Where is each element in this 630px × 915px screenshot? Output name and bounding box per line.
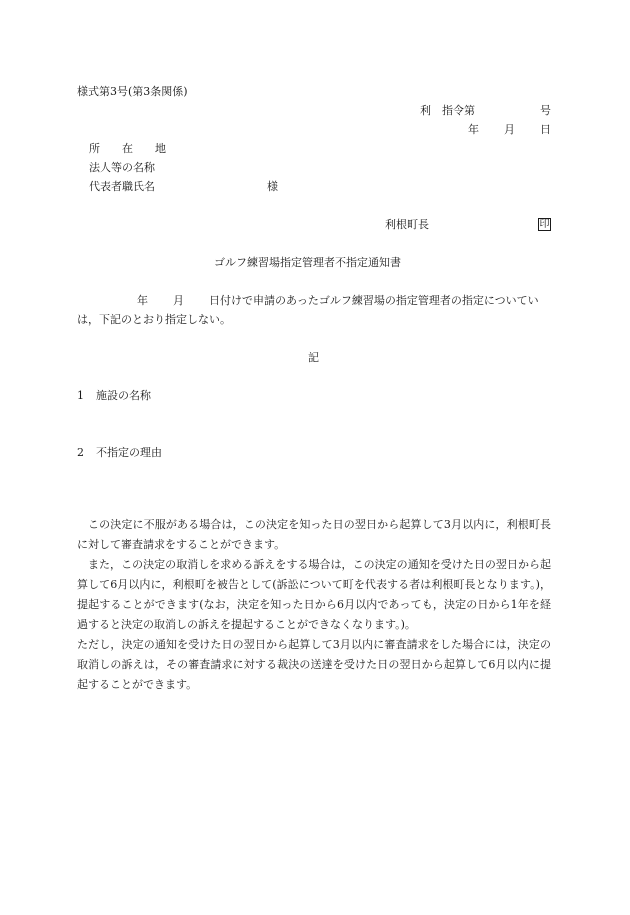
item-1-label: 施設の名称: [96, 389, 151, 402]
form-number: 様式第3号(第3条関係): [77, 85, 188, 98]
seal-mark: 印: [539, 219, 550, 230]
item-2-label: 不指定の理由: [96, 446, 162, 459]
notice-paragraph-1: この決定に不服がある場合は，この決定を知った日の翌日から起算して3月以内に，利根町長に対して審査請求をすることができます。: [77, 518, 551, 551]
body-year: 年: [137, 294, 148, 307]
doc-number-prefix: 利 指令第: [420, 104, 475, 117]
date-month: 月: [504, 123, 515, 136]
notice-paragraph-2: また，この決定の取消しを求める訴えをする場合は，この決定の通知を受けた日の翌日から起算して6月以内に，利根町を被告として(訴訟について町を代表する者は利根町長となります。)，提起することができます(なお，決定を知った日から6月以内であっても，決定の日から1年を経過すると決定の取消しの訴えを提起することができなくなります。)。: [77, 558, 551, 631]
corporate-name-label: 法人等の名称: [89, 161, 155, 174]
notice-paragraph-3: ただし，決定の通知を受けた日の翌日から起算して3月以内に審査請求をした場合には，決定の取消しの訴えは，その審査請求に対する裁決の送達を受けた日の翌日から起算して6月以内に提起することができます。: [77, 638, 551, 691]
document-title: ゴルフ練習場指定管理者不指定通知書: [214, 256, 401, 269]
body-month: 月: [173, 294, 184, 307]
representative-label: 代表者職氏名: [89, 180, 155, 193]
honorific: 様: [267, 180, 278, 193]
issuer-name: 利根町長: [385, 218, 429, 231]
body-line2: は，下記のとおり指定しない。: [77, 313, 231, 326]
address-label: 所 在 地: [89, 142, 166, 155]
item-1-number: 1: [77, 389, 84, 402]
date-day: 日: [540, 123, 551, 136]
body-line1: 日付けで申請のあったゴルフ練習場の指定管理者の指定についてい: [209, 294, 539, 307]
item-2-number: 2: [77, 446, 84, 459]
doc-number-suffix: 号: [540, 104, 551, 117]
ki-heading: 記: [308, 351, 319, 364]
date-year: 年: [468, 123, 479, 136]
